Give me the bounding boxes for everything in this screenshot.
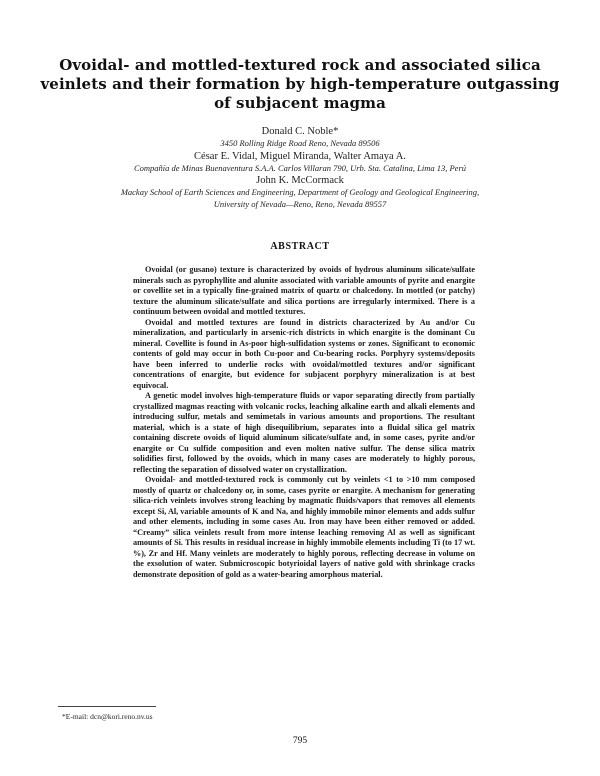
footnote-divider: [58, 706, 156, 707]
paper-title: Ovoidal- and mottled-textured rock and associated silica veinlets and their formation by high-temperature outgassing of subjacent magma: [40, 56, 560, 112]
page-number: 795: [292, 736, 308, 746]
affiliation-buenaventura: Compañía de Minas Buenaventura S.A.A. Carlos Villaran 790, Urb. Sta. Catalina, Lima 13, Perú: [133, 162, 467, 173]
author-vidal-miranda-amaya: César E. Vidal, Miguel Miranda, Walter Amaya A.: [194, 150, 406, 162]
abstract-paragraph: Ovoidal- and mottled-textured rock is commonly cut by veinlets <1 to >10 mm composed mostly of quartz or chalcedony or, in some, cases pyrite or enargite. A mechanism for generating silica-rich veinlets involves strong leaching by magmatic fluids/vapors that removes all elements except Si, Al, variable amounts of K and Na, and highly immobile minor elements and adds sulfur and other elements, including in some cases Au. Iron may have been either removed or added. “Creamy” silica veinlets result from more intense leaching removing Al as well as significant amounts of Si. This results in residual increase in highly immobile elements including Ti (to 17 wt. %), Zr and Hf. Many veinlets are moderately to highly porous, reflecting decrease in volume on the exsolution of water. Submicroscopic botyrioidal layers of native gold with shrinkage cracks demonstrate deposition of gold as a water-bearing amorphous material.: [133, 475, 475, 579]
abstract-paragraph: A genetic model involves high-temperature fluids or vapor separating directly from partially crystallized magmas reacting with volcanic rocks, leaching alkaline earth and alkali elements and introducing sulfur, metals and semimetals in various amounts and proportions. The resultant material, which is a state of high disequilibrium, separates into a fluidal silica gel matrix containing discrete ovoids of liquid aluminum silicate/sulfate and, in some cases, pyrite and/or enargite or Cu sulfide composition and even molten native sulfur. The dense silica matrix solidifies first, followed by the ovoids, which in many cases are moderately to highly porous, reflecting the separation of dissolved water on crystallization.: [133, 391, 475, 474]
author-mccormack: John K. McCormack: [256, 175, 344, 186]
abstract-body: [133, 265, 475, 580]
author-block: [40, 125, 560, 210]
author-noble: Donald C. Noble*: [261, 126, 339, 137]
abstract-paragraph: Ovoidal and mottled textures are found in districts characterized by Au and/or Cu mineralization, and particularly in arsenic-rich districts in which enargite is the dominant Cu mineral. Covellite is found in As-poor high-sulfidation systems or zones. Significant to economic contents of gold may occur in both Cu-poor and Cu-bearing rocks. Porphyry systems/deposits have been inferred to underlie rocks with ovoidal/mottled textures and/or significant concentrations of enargite, but evidence for subjacent porphyry mineralization is at best equivocal.: [133, 317, 475, 390]
abstract-paragraph: Ovoidal (or gusano) texture is characterized by ovoids of hydrous aluminum silicate/sulfate minerals such as pyrophyllite and alunite associated with variable amounts of pyrite and enargite or covellite set in a typically fine-grained matrix of quartz or chalcedony. In mottled (or patchy) texture the aluminum silicate/sulfate and silica portions are irregularly intermixed. There is a continuum between ovoidal and mottled textures.: [133, 265, 475, 316]
affiliation-nevada-line2: University of Nevada—Reno, Reno, Nevada 89557: [213, 198, 387, 209]
footnote-email: *E-mail: dcn@kori.reno.nv.us: [62, 712, 153, 721]
affiliation-nevada-line1: Mackay School of Earth Sciences and Engineering, Department of Geology and Geological Engineering,: [120, 187, 480, 197]
affiliation-noble: 3450 Rolling Ridge Road Reno, Nevada 89506: [220, 138, 380, 148]
abstract-heading: ABSTRACT: [270, 241, 330, 252]
